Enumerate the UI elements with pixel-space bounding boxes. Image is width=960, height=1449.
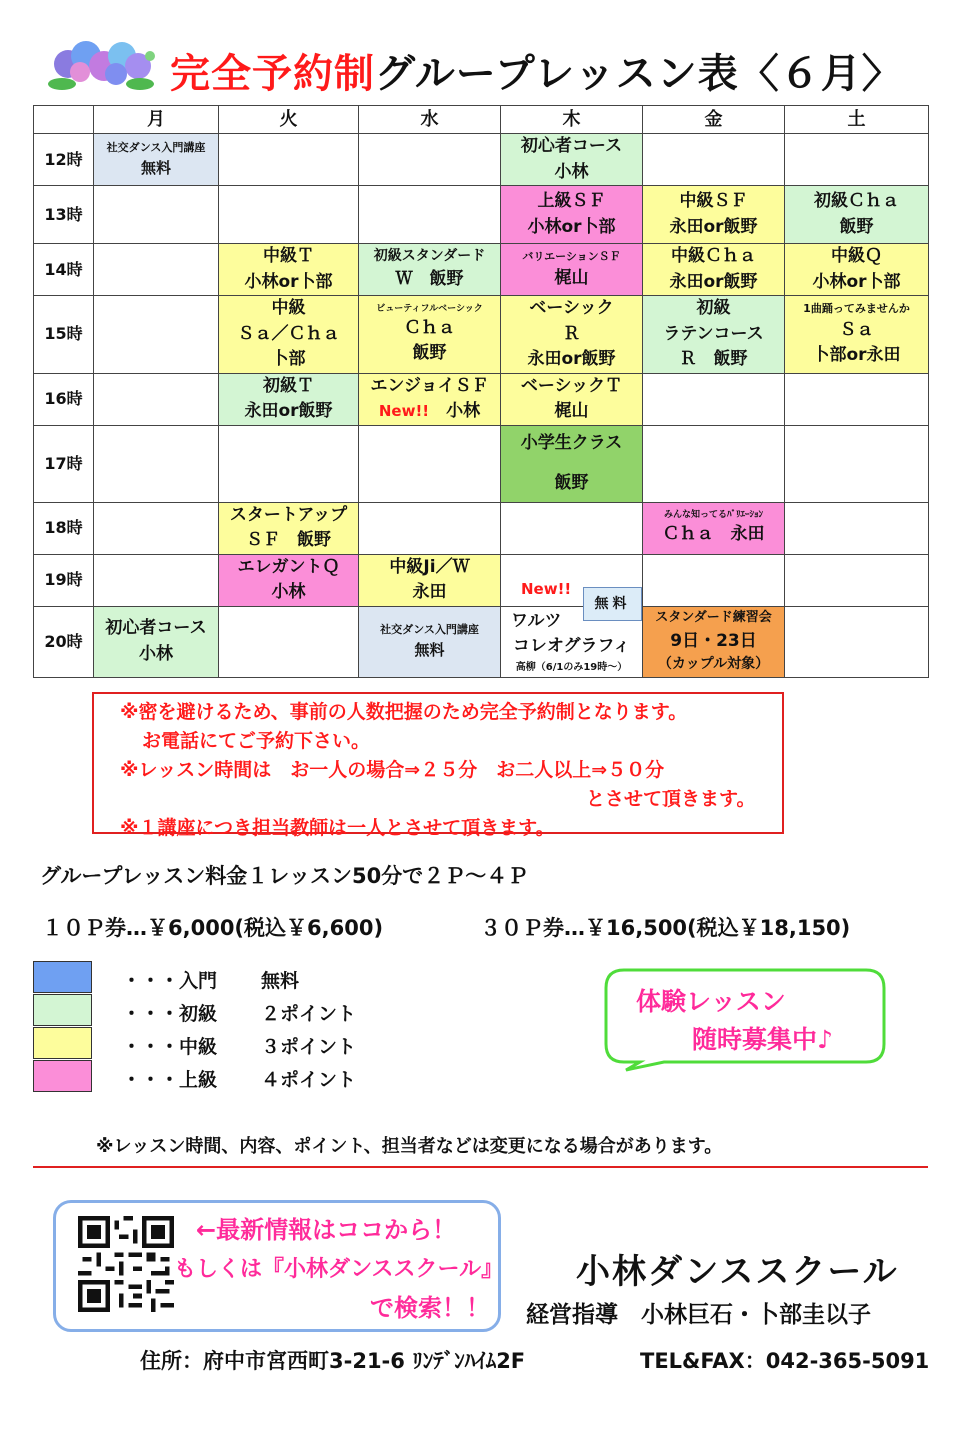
search-hint-text: もしくは『小林ダンススクール』: [174, 1257, 504, 1282]
notice-line: ※密を避けるため、事前の人数把握のため完全予約制となります。: [120, 701, 688, 723]
lesson-cell: 初級スタンダード Ｗ 飯野: [359, 244, 501, 296]
lesson-cell: 初心者コース 小林: [94, 606, 219, 677]
empty-cell: [643, 425, 785, 502]
day-header: 月: [94, 106, 219, 134]
empty-cell: [785, 606, 929, 677]
lesson-cell: 中級Ｑ 小林or卜部: [785, 244, 929, 296]
lesson-cell: みんな知ってるﾊﾞﾘｴｰｼｮﾝ Ｃｈａ 永田: [643, 502, 785, 554]
new-label: New!!: [378, 402, 430, 420]
table-row: [34, 373, 929, 425]
table-header-row: [34, 106, 929, 134]
lesson-cell: スタンダード練習会 9日・23日 （カップル対象）: [643, 606, 785, 677]
empty-cell: [94, 296, 219, 374]
notice-line: ※レッスン時間は お一人の場合⇒２５分 お二人以上⇒５０分: [120, 759, 665, 781]
page-header: [0, 30, 960, 110]
empty-cell: [785, 554, 929, 606]
empty-cell: [785, 502, 929, 554]
empty-cell: [359, 425, 501, 502]
corner-cell: [34, 106, 94, 134]
legend-swatch-advanced: [33, 1060, 92, 1092]
lesson-cell: 初心者コース 小林: [501, 134, 643, 186]
ticket-10-price: １０Ｐ券…￥6,000(税込￥6,600): [42, 916, 384, 940]
school-name: 小林ダンススクール: [576, 1252, 899, 1292]
empty-cell: [785, 425, 929, 502]
empty-cell: [94, 554, 219, 606]
notice-box: [92, 692, 784, 839]
divider: [33, 1166, 928, 1168]
legend-swatch-intro: [33, 961, 92, 993]
time-cell: 17時: [34, 425, 94, 502]
day-header: 水: [359, 106, 501, 134]
empty-cell: [94, 425, 219, 502]
notice-line: お電話にてご予約下さい。: [142, 730, 371, 752]
legend-item: ・・・上級 ４ポイント: [122, 1069, 357, 1091]
notice-line: ※１講座につき担当教師は一人とさせて頂きます。: [120, 817, 555, 839]
time-cell: 14時: [34, 244, 94, 296]
empty-cell: [785, 134, 929, 186]
time-cell: 12時: [34, 134, 94, 186]
table-row: [34, 296, 929, 374]
table-row: [34, 186, 929, 244]
lesson-cell: 中級Ji／Ｗ 永田: [359, 554, 501, 606]
empty-cell: [643, 554, 785, 606]
day-header: 木: [501, 106, 643, 134]
lesson-cell: 中級 Ｓａ／Ｃｈａ 卜部: [219, 296, 359, 374]
empty-cell: [501, 502, 643, 554]
time-cell: 15時: [34, 296, 94, 374]
empty-cell: [359, 186, 501, 244]
empty-cell: [785, 373, 929, 425]
day-header: 火: [219, 106, 359, 134]
day-header: 金: [643, 106, 785, 134]
schedule-table: [33, 105, 929, 678]
lesson-cell: スタートアップ ＳＦ 飯野: [219, 502, 359, 554]
lesson-cell: ワルツ コレオグラフィ 高柳（6/1のみ19時～）: [501, 606, 643, 677]
lesson-cell: 社交ダンス入門講座 無料: [359, 606, 501, 677]
address: 住所：府中市宮西町3-21-6 ﾘﾝﾃﾞﾝﾊｲﾑ2F: [140, 1349, 526, 1373]
page-title: 完全予約制グループレッスン表〈６月〉: [170, 51, 903, 97]
lesson-cell: 中級Ｔ 小林or卜部: [219, 244, 359, 296]
latest-info-text: ←最新情報はココから！: [196, 1216, 457, 1244]
table-row: [34, 425, 929, 502]
disclaimer: ※レッスン時間、内容、ポイント、担当者などは変更になる場合があります。: [96, 1136, 723, 1157]
lesson-cell: 中級Ｃｈａ 永田or飯野: [643, 244, 785, 296]
time-cell: 16時: [34, 373, 94, 425]
table-row: [34, 134, 929, 186]
lesson-cell: 1曲踊ってみませんか Ｓａ 卜部or永田: [785, 296, 929, 374]
search-cta-text: で検索！！: [370, 1294, 490, 1322]
empty-cell: [219, 134, 359, 186]
lesson-cell: バリエーションＳＦ 梶山: [501, 244, 643, 296]
empty-cell: [359, 134, 501, 186]
lesson-cell: 社交ダンス入門講座 無料: [94, 134, 219, 186]
time-cell: 20時: [34, 606, 94, 677]
legend-item: ・・・中級 ３ポイント: [122, 1036, 357, 1058]
lesson-cell: エレガントＱ 小林: [219, 554, 359, 606]
empty-cell: [219, 606, 359, 677]
lesson-cell: 小学生クラス 飯野: [501, 425, 643, 502]
lesson-cell: 上級ＳＦ 小林or卜部: [501, 186, 643, 244]
free-badge: 無料: [583, 587, 642, 621]
legend-item: ・・・入門 無料: [122, 970, 300, 992]
time-cell: 19時: [34, 554, 94, 606]
empty-cell: [643, 373, 785, 425]
lesson-cell: 初級Ｃｈａ 飯野: [785, 186, 929, 244]
empty-cell: [94, 186, 219, 244]
lesson-cell: ベーシックＴ 梶山: [501, 373, 643, 425]
management: 経営指導 小林巨石・卜部圭以子: [526, 1302, 871, 1328]
legend-swatch-beginner: [33, 994, 92, 1026]
notice-line: とさせて頂きます。: [586, 788, 756, 810]
lesson-cell: ベーシック Ｒ 永田or飯野: [501, 296, 643, 374]
time-cell: 13時: [34, 186, 94, 244]
table-row: [34, 502, 929, 554]
lesson-cell: エンジョイＳＦ New!! 小林: [359, 373, 501, 425]
price-title: グループレッスン料金１レッスン50分で２Ｐ～４Ｐ: [40, 864, 529, 888]
empty-cell: [219, 186, 359, 244]
table-row: [34, 244, 929, 296]
lesson-cell: 中級ＳＦ 永田or飯野: [643, 186, 785, 244]
qr-code-icon[interactable]: [78, 1216, 174, 1312]
empty-cell: [94, 244, 219, 296]
phone-fax[interactable]: TEL&FAX：042-365-5091: [640, 1349, 930, 1373]
day-header: 土: [785, 106, 929, 134]
lesson-cell: 初級 ラテンコース Ｒ 飯野: [643, 296, 785, 374]
trial-lesson-text: 体験レッスン: [636, 987, 786, 1016]
table-row: [34, 606, 929, 677]
empty-cell: [94, 502, 219, 554]
empty-cell: [219, 425, 359, 502]
empty-cell: [643, 134, 785, 186]
new-label: New!!: [521, 580, 572, 598]
legend-swatch-intermediate: [33, 1027, 92, 1059]
lesson-cell: ビューティフルベーシック Ｃｈａ 飯野: [359, 296, 501, 374]
table-row: [34, 554, 929, 606]
hydrangea-icon: [46, 36, 156, 92]
empty-cell: [94, 373, 219, 425]
recruiting-text: 随時募集中♪: [692, 1025, 833, 1054]
time-cell: 18時: [34, 502, 94, 554]
legend-item: ・・・初級 ２ポイント: [122, 1003, 357, 1025]
ticket-30-price: ３０Ｐ券…￥16,500(税込￥18,150): [480, 916, 851, 940]
empty-cell: [359, 502, 501, 554]
lesson-cell: 初級Ｔ 永田or飯野: [219, 373, 359, 425]
